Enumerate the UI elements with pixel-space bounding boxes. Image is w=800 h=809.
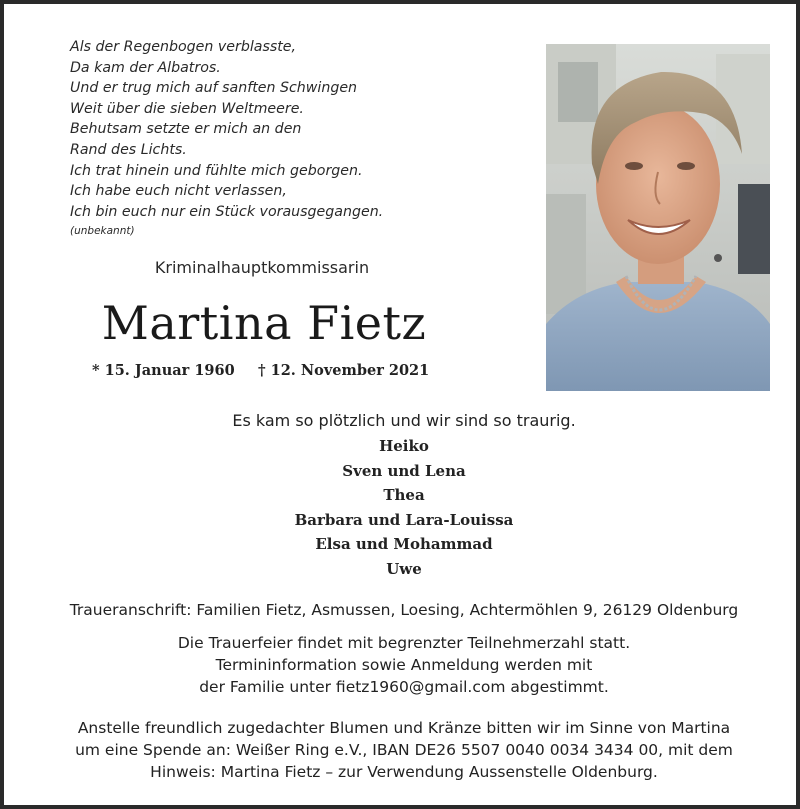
death-date: † 12. November 2021: [258, 362, 430, 379]
poem-line: Da kam der Albatros.: [70, 59, 221, 76]
donation-line: Anstelle freundlich zugedachter Blumen und Kränze bitten wir im Sinne von Martina: [77, 719, 731, 737]
portrait-illustration: [546, 44, 770, 391]
poem-line: Ich trat hinein und fühlte mich geborgen.: [70, 162, 363, 179]
family-list: [24, 434, 784, 582]
poem-line: Behutsam setzte er mich an den: [70, 121, 302, 138]
poem-source: (unbekannt): [70, 225, 135, 238]
birth-date: * 15. Januar 1960: [92, 362, 235, 379]
family-member: Elsa und Mohammad: [315, 535, 493, 554]
ceremony-line: der Familie unter fietz1960@gmail.com abgestimmt.: [199, 678, 609, 696]
deceased-name: Martina Fietz: [101, 296, 427, 350]
ceremony-info: [24, 632, 784, 698]
deceased-title: Kriminalhauptkommissarin: [154, 258, 370, 277]
mourning-address: Traueranschrift: Familien Fietz, Asmussen, Loesing, Achtermöhlen 9, 26129 Oldenburg: [69, 601, 739, 619]
poem-line: Ich bin euch nur ein Stück vorausgegangen.: [70, 203, 384, 220]
family-member: Heiko: [379, 437, 429, 455]
poem-line: Rand des Lichts.: [70, 141, 187, 158]
poem-line: Und er trug mich auf sanften Schwingen: [70, 80, 358, 97]
poem-line: Ich habe euch nicht verlassen,: [70, 183, 287, 200]
family-member: Sven und Lena: [342, 461, 466, 480]
family-member: Barbara und Lara-Louissa: [294, 510, 514, 529]
donation-info: [24, 717, 784, 783]
poem-line: Weit über die sieben Weltmeere.: [70, 100, 304, 117]
poem-line: Als der Regenbogen verblasste,: [70, 39, 297, 55]
donation-line: um eine Spende an: Weißer Ring e.V., IBAN DE26 5507 0040 0034 3434 00, mit dem: [75, 741, 733, 759]
family-member: Uwe: [386, 559, 422, 578]
ceremony-line: Termininformation sowie Anmeldung werden mit: [215, 656, 593, 674]
poem: [70, 37, 530, 239]
intro-line: Es kam so plötzlich und wir sind so traurig.: [232, 411, 576, 430]
donation-line: Hinweis: Martina Fietz – zur Verwendung Aussenstelle Oldenburg.: [150, 763, 658, 781]
ceremony-line: Die Trauerfeier findet mit begrenzter Teilnehmerzahl statt.: [177, 634, 631, 652]
family-member: Thea: [383, 486, 425, 505]
portrait-photo: [546, 44, 770, 391]
life-dates: [92, 362, 442, 379]
